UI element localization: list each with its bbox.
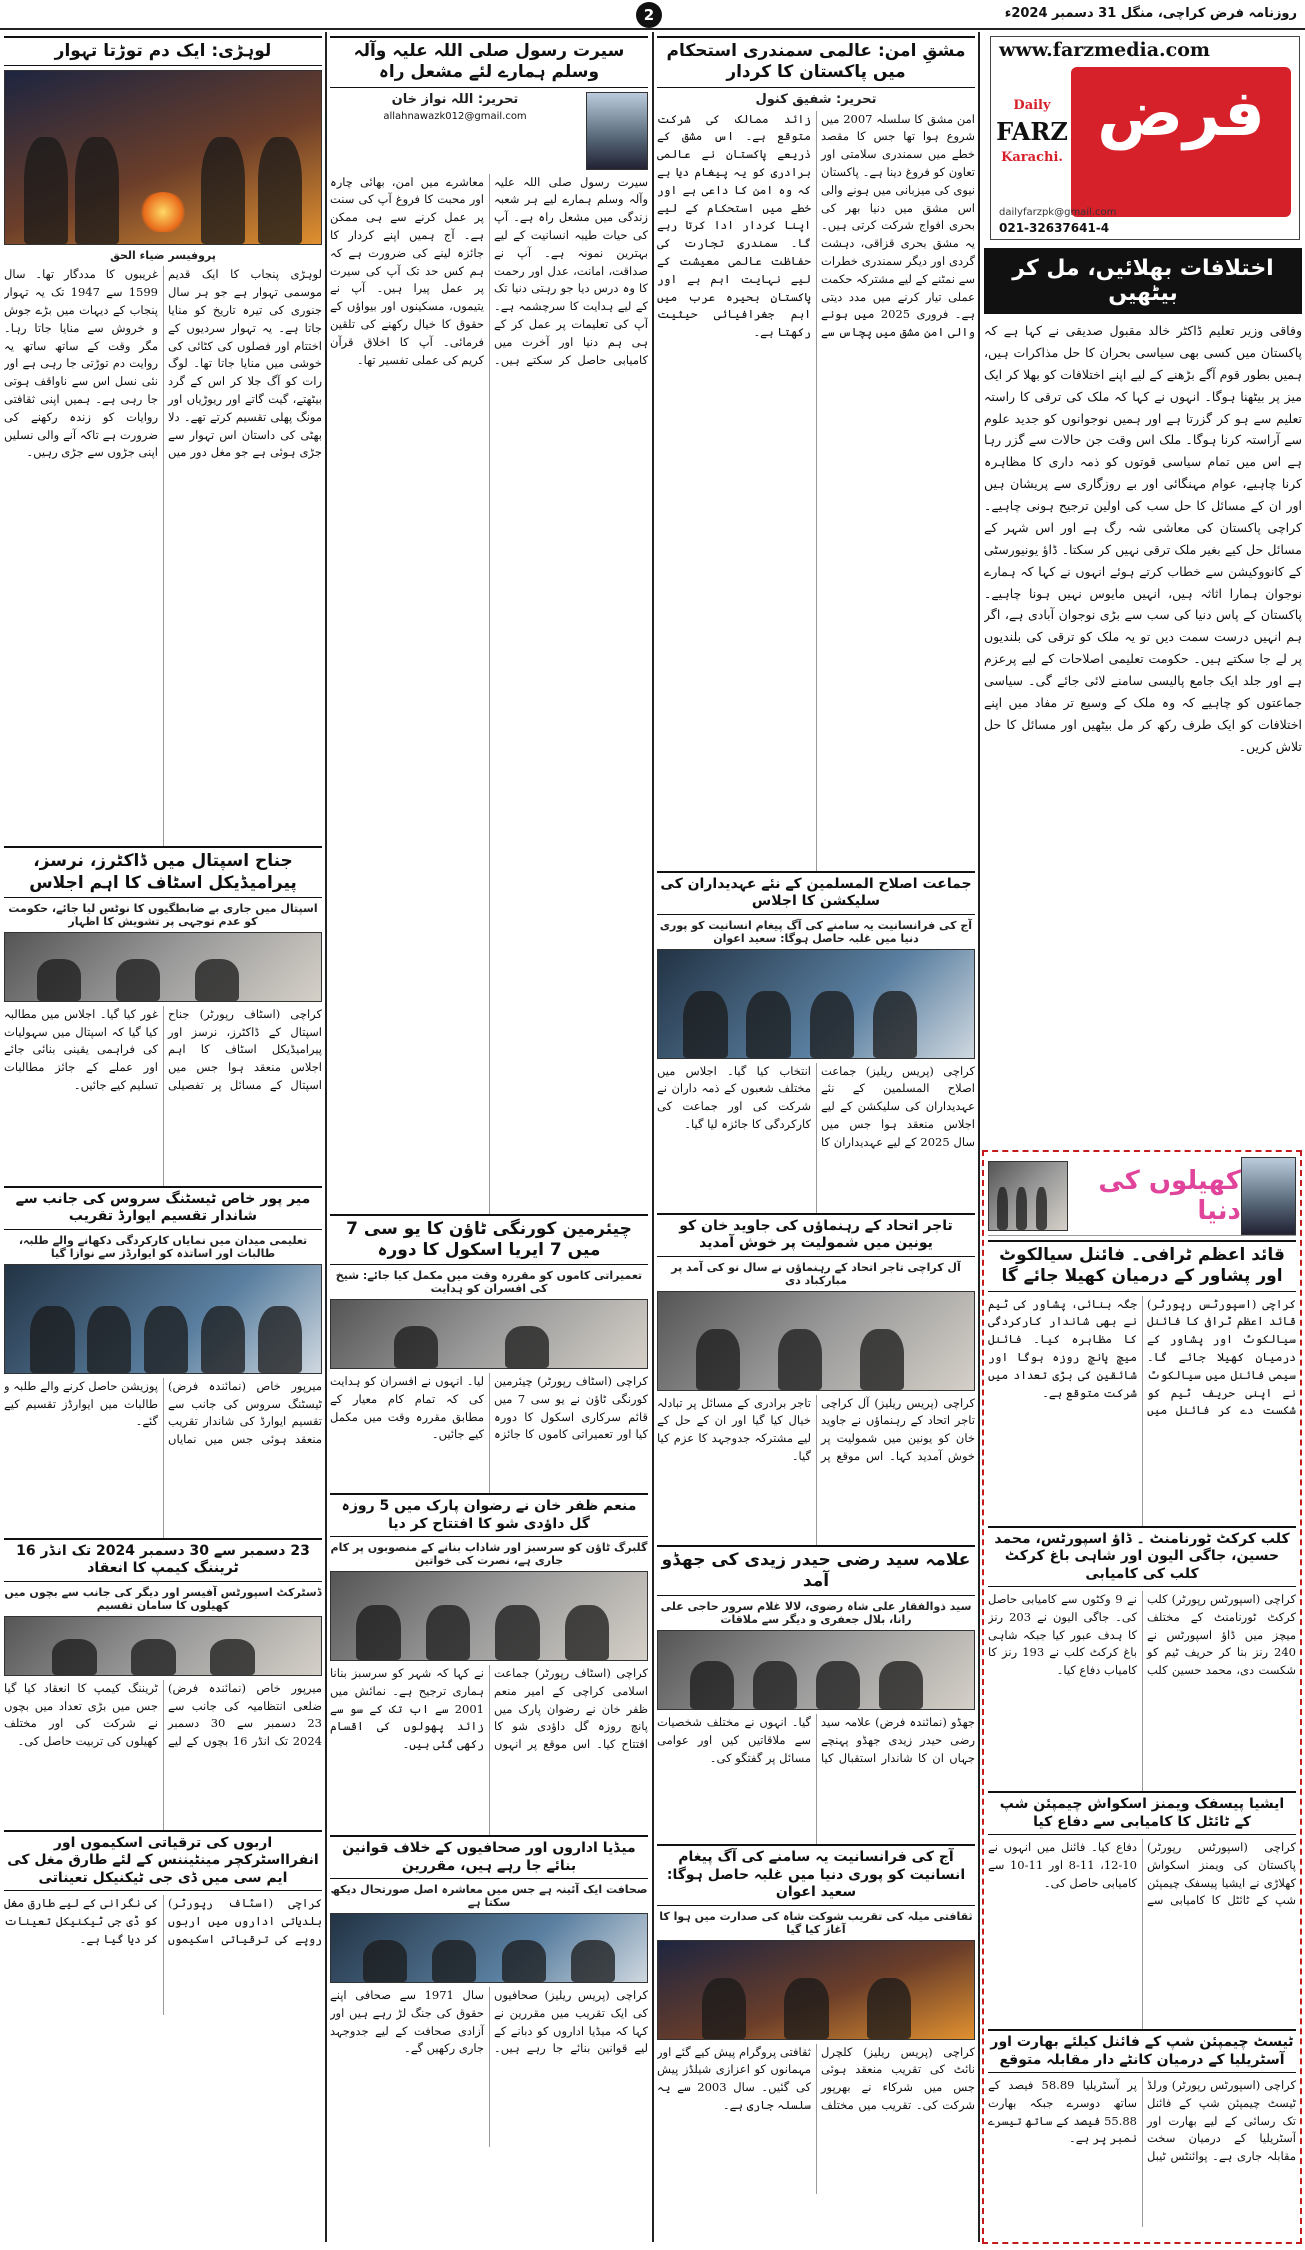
sports-story3-body: کراچی (اسپورٹس رپورٹر) پاکستان کی ویمنز اسکواش کھلاڑی نے ایشیا پیسفک چیمپئن شپ کے ٹائٹل کا کامیابی سے دفاع کیا۔ فائنل میں انہوں نے 10-12، 11-8 اور 11-10 سے کامیابی حاصل کی۔ [988,1840,1296,1908]
article-body: کراچی (پریس ریلیز) آل کراچی تاجر اتحاد کے رہنماؤں نے جاوید خان کو یونین میں شمولیت پر خوش آمدید کہا۔ اس موقع پر تاجر برادری کے مسائل پر تبادلہ خیال کیا گیا اور ان کے حل کے لیے مشترکہ جدوجہد کا عزم کیا گیا۔ [657,1395,975,1463]
article-body: کراچی (پریس ریلیز) جماعت اصلاح المسلمین کے نئے عہدیداران کی سلیکشن کے لیے اجلاس منعقد ہوا جس میں سال 2025 کے لیے عہدیداران کا انتخاب کیا گیا۔ اجلاس میں مختلف شعبوں کے ذمہ داران نے شرکت کی اور جماعت کی کارکردگی کا جائزہ لیا گیا۔ [657,1063,975,1149]
article-headline: مشقِ امن: عالمی سمندری استحکام میں پاکستان کا کردار [657,36,975,88]
news-photo [657,949,975,1059]
article-subheadline: گلبرگ ٹاؤن کو سرسبز اور شاداب بنانے کے منصوبوں پر کام جاری ہے، نصرت کی خواتین [330,1541,648,1567]
article-subheadline: صحافت ایک آئینہ ہے جس میں معاشرہ اصل صورتحال دیکھ سکتا ہے [330,1883,648,1909]
newspaper-logo [990,36,1300,240]
news-photo [330,1299,648,1369]
article-subheadline: تعمیراتی کاموں کو مقررہ وقت میں مکمل کیا جائے: شیخ کی افسران کو ہدایت [335,1269,643,1295]
logo-phone: 021-32637641-4 [999,221,1110,235]
sports-content [988,1156,1296,2238]
article-subheadline: آج کی فرانسانیت یہ سامنے کی آگ پیغام انسانیت کو پوری دنیا میں غلبہ حاصل ہوگا: سعید اعوان [659,918,973,945]
article-subheadline: ڈسٹرکٹ اسپورٹس آفیسر اور دیگر کی جانب سے بچوں میں کھیلوں کا سامان تقسیم [4,1585,322,1612]
masthead-line: روزنامہ فرض کراچی، منگل 31 دسمبر 2024ء [1004,6,1297,21]
editorial [984,248,1302,1148]
news-photo [657,1940,975,2040]
sports-header [988,1156,1296,1236]
news-photo [4,932,322,1002]
article-headline: 23 دسمبر سے 30 دسمبر 2024 تک انڈر 16 ٹریننگ کیمپ کا انعقاد [4,1538,322,1582]
byline-row [330,92,648,170]
article-body: لوہڑی پنجاب کا ایک قدیم موسمی تہوار ہے جو ہر سال جنوری کی تیرہ تاریخ کو منایا جاتا ہے۔ یہ تہوار سردیوں کے اختتام اور فصلوں کی کٹائی کی خوشی میں منایا جاتا تھا۔ لوگ رات کو آگ جلا کر اس کے گرد بیٹھتے، گیت گاتے اور ریوڑیاں اور مونگ پھلی تقسیم کرتے تھے۔ دلا بھٹی کی داستان اس تہوار سے جڑی ہوئی ہے جو مغل دور میں غریبوں کا مددگار تھا۔ سال 1599 سے 1947 تک یہ تہوار پنجاب کے دیہات میں بڑے جوش و خروش سے منایا جاتا رہا۔ مگر وقت کے ساتھ ساتھ یہ روایت دم توڑتی جا رہی ہے اور نئی نسل اس سے ناواقف ہوتی جا رہی ہے۔ ہمیں اپنی ثقافتی روایات کو زندہ رکھنے کی ضرورت ہے تاکہ آنے والی نسلیں اپنی جڑوں سے جڑی رہیں۔ [4,267,322,460]
article-byline: پروفیسر ضیاء الحق [110,249,216,263]
logo-email: dailyfarzpk@gmail.com [999,207,1117,218]
article-body: جھڈو (نمائندہ فرض) علامہ سید رضی حیدر زیدی جھڈو پہنچے جہاں ان کا شاندار استقبال کیا گیا۔ انہوں نے مختلف شخصیات سے ملاقاتیں کیں اور عوامی مسائل پر گفتگو کی۔ [657,1715,975,1765]
article-byline: تحریر: اللہ نواز خان [391,91,519,107]
news-photo [330,1571,648,1661]
column-rule [325,32,327,2242]
article-byline: تحریر: شفیق کنول [755,91,877,107]
column-1 [4,36,322,2242]
column-2 [330,36,648,2242]
news-photo [657,1630,975,1710]
editorial-headline: اختلافات بھلائیں، مل کر بیٹھیں [984,248,1302,314]
article-headline: آج کی فرانسانیت یہ سامنے کی آگ پیغام انسانیت کو پوری دنیا میں غلبہ حاصل ہوگا: سعید اعوان [657,1844,975,1906]
column-3 [657,36,975,2242]
column-rule [978,32,980,2242]
article-headline: میڈیا اداروں اور صحافیوں کے خلاف قوانین بنائے جا رہے ہیں، مقررین [330,1835,648,1879]
article-subheadline: اسپتال میں جاری بے ضابطگیوں کا نوٹس لیا جائے، حکومت کو عدم توجہی پر تشویش کا اظہار [8,901,318,928]
article-headline: سیرت رسول صلی اللہ علیہ وآلہ وسلم ہمارے لئے مشعل راہ [330,36,648,88]
article-body: میرپور خاص (نمائندہ فرض) ٹیسٹنگ سروس کی جانب سے تقسیم ایوارڈ کی شاندار تقریب منعقد ہوئی جس میں نمایاں پوزیشن حاصل کرنے والے طلبہ و طالبات میں ایوارڈز تقسیم کیے گئے۔ [4,1378,322,1447]
logo-urdu-name: فرض [1097,77,1265,151]
sports-story4-headline: ٹیسٹ چیمپئن شپ کے فائنل کیلئے بھارت اور آسٹریلیا کے درمیان کانٹے دار مقابلہ متوقع [988,2029,1296,2073]
sports-story2-headline: کلب کرکٹ ٹورنامنٹ ۔ ڈاؤ اسپورٹس، محمد حسین، جاگی الیون اور شاہی باغ کرکٹ کلب کی کامیابی [988,1526,1296,1588]
logo-url: www.farzmedia.com [999,39,1211,61]
page-number: 2 [636,2,662,28]
article-body: کراچی (پریس ریلیز) کلچرل نائٹ کی تقریب منعقد ہوئی جس میں شرکاء نے بھرپور شرکت کی۔ تقریب میں مختلف ثقافتی پروگرام پیش کیے گئے اور مہمانوں کو اعزازی شیلڈز پیش کی گئیں۔ سال 2003 سے یہ سلسلہ جاری ہے۔ [657,2044,975,2112]
article-headline: جناح اسپتال میں ڈاکٹرز، نرسز، پیرامیڈیکل اسٹاف کا اہم اجلاس [4,846,322,898]
article-body: کراچی (اسٹاف رپورٹر) چیئرمین کورنگی ٹاؤن نے یو سی 7 میں قائم سرکاری اسکول کا دورہ کیا اور تعمیراتی کاموں کا جائزہ لیا۔ انہوں نے افسران کو ہدایت کی کہ تمام کام معیار کے مطابق مقررہ وقت میں مکمل کیے جائیں۔ [330,1374,648,1442]
article-headline: منعم ظفر خان نے رضوان پارک میں 5 روزہ گل داؤدی شو کا افتتاح کر دیا [330,1493,648,1537]
sports-story2-body: کراچی (اسپورٹس رپورٹر) کلب کرکٹ ٹورنامنٹ کے مختلف میچز میں ڈاؤ اسپورٹس نے 240 رنز بنا کر حریف ٹیم کو شکست دی، محمد حسین کلب نے 9 وکٹوں سے کامیابی حاصل کی۔ جاگی الیون نے 203 رنز کا ہدف عبور کیا جبکہ شاہی باغ کرکٹ کلب نے 193 رنز کا کامیاب دفاع کیا۔ [988,1592,1296,1678]
sports-team-photo [988,1161,1068,1231]
sports-story3-headline: ایشیا پیسفک ویمنز اسکواش چیمپئن شپ کے ٹائٹل کا کامیابی سے دفاع کیا [988,1791,1296,1835]
author-email: allahnawazk012@gmail.com [383,110,527,122]
article-headline: علامہ سید رضی حیدر زیدی کی جھڈو آمد [657,1545,975,1597]
columnist-photo [1241,1157,1296,1235]
editorial-body: وفاقی وزیر تعلیم ڈاکٹر خالد مقبول صدیقی نے کہا ہے کہ پاکستان میں کسی بھی سیاسی بحران کا حل مذاکرات ہیں، ہمیں بطور قوم آگے بڑھنے کے لیے اپنے اختلافات کو بھلا کر ایک میز پر بیٹھنا ہوگا۔ انہوں نے کہا کہ ملک کی ترقی کا راستہ تعلیم سے ہو کر گزرتا ہے اور ہمیں نوجوانوں کو جدید علوم سے آراستہ کرنا ہوگا۔ ملک اس وقت جن حالات سے گزر رہا ہے اس میں تمام سیاسی قوتوں کو ذمہ داری کا مظاہرہ کرنا چاہیے، عوام مہنگائی اور بے روزگاری سے پریشان ہیں اور ان کے مسائل کا حل سب کی اولین ترجیح ہونی چاہیے۔ کراچی پاکستان کی معاشی شہ رگ ہے اور اس شہر کے مسائل حل کیے بغیر ملک ترقی نہیں کر سکتا۔ ڈاؤ یونیورسٹی کے کانووکیشن سے خطاب کرتے ہوئے انہوں نے کہا کہ ہمارے نوجوان ہمارا اثاثہ ہیں، انہیں مایوس نہیں ہونا چاہیے۔ پاکستان کے پاس دنیا کی سب سے بڑی نوجوان آبادی ہے، اگر ہم انہیں درست سمت دیں تو یہ ملک کو ترقی کی بلندیوں پر لے جا سکتے ہیں۔ حکومت تعلیمی اصلاحات کے لیے پرعزم ہے اور جلد ایک جامع پالیسی سامنے لائی جائے گی۔ سیاسی جماعتوں کو چاہیے کہ وہ ملک کے وسیع تر مفاد میں اپنے اختلافات کو ایک طرف رکھ کر مل بیٹھیں اور مسائل کا حل تلاش کریں۔ [984,323,1302,754]
article-headline: جماعت اصلاح المسلمین کے نئے عہدیداران کی سلیکشن کا اجلاس [657,871,975,915]
article-headline: چیئرمین کورنگی ٹاؤن کا یو سی 7 میں 7 ایریا اسکول کا دورہ [330,1214,648,1266]
article-body: کراچی (اسٹاف رپورٹر) جناح اسپتال کے ڈاکٹرز، نرسز اور پیرامیڈیکل اسٹاف کا اہم اجلاس منعقد ہوا جس میں اسپتال کے مسائل پر تفصیلی غور کیا گیا۔ اجلاس میں مطالبہ کیا گیا کہ اسپتال میں سہولیات کی فراہمی یقینی بنائی جائے اور عملے کے جائز مطالبات تسلیم کیے جائیں۔ [4,1006,322,1092]
author-photo [586,92,648,170]
article-body: کراچی (اسٹاف رپورٹر) جماعت اسلامی کراچی کے امیر منعم ظفر خان نے رضوان پارک میں پانچ روزہ گل داؤدی شو کا افتتاح کیا۔ اس موقع پر انہوں نے کہا کہ شہر کو سرسبز بنانا ہماری ترجیح ہے۔ نمائش میں 2001 سے اب تک کے سو سے زائد پھولوں کی اقسام رکھی گئی ہیں۔ [330,1666,648,1752]
article-body: کراچی (پریس ریلیز) صحافیوں کی ایک تقریب میں مقررین نے کہا کہ میڈیا اداروں کو دبانے کے لیے قوانین بنائے جا رہے ہیں۔ سال 1971 سے صحافی اپنے حقوق کی جنگ لڑ رہے ہیں اور آزادی صحافت کے لیے جدوجہد جاری رکھیں گے۔ [330,1988,648,2056]
article-body: امن مشق کا سلسلہ 2007 میں شروع ہوا تھا جس کا مقصد خطے میں سمندری سلامتی اور تعاون کو فروغ دینا ہے۔ پاکستان نیوی کی میزبانی میں ہونے والی اس مشق میں دنیا بھر کی بحری افواج شرکت کرتی ہیں۔ یہ مشق بحری قزاقی، دہشت گردی اور دیگر سمندری خطرات سے نمٹنے کے لیے مشترکہ حکمت عملی تیار کرنے میں مدد دیتی ہے۔ فروری 2025 میں ہونے والی امن مشق میں پچاس سے زائد ممالک کی شرکت متوقع ہے۔ اس مشق کے ذریعے پاکستان نے عالمی برادری کو یہ پیغام دیا ہے کہ وہ امن کا داعی ہے اور خطے میں استحکام کے لیے اپنا کردار ادا کرتا رہے گا۔ سمندری تجارت کی حفاظت عالمی معیشت کے لیے نہایت اہم ہے اور پاکستان بحیرہ عرب میں اہم جغرافیائی حیثیت رکھتا ہے۔ [657,111,975,340]
article-subheadline: آل کراچی تاجر اتحاد کے رہنماؤں نے سال نو کی آمد پر مبارکباد دی [671,1260,961,1287]
article-body: کراچی (اسٹاف رپورٹر) بلدیاتی اداروں میں اربوں روپے کی ترقیاتی اسکیموں کی نگرانی کے لیے طارق مغل کو ڈی جی ٹیکنیکل تعینات کر دیا گیا ہے۔ [4,1896,322,1946]
news-photo [4,1264,322,1374]
article-headline: لوہڑی: ایک دم توڑتا تہوار [4,36,322,66]
sports-section-label: کھیلوں کی دنیا [1098,1165,1241,1226]
article-subheadline: ثقافتی میلہ کی تقریب شوکت شاہ کی صدارت میں ہوا کا آغاز کیا گیا [659,1909,973,1936]
article-headline: تاجر اتحاد کے رہنماؤں کی جاوید خان کو یونین میں شمولیت پر خوش آمدید [657,1213,975,1257]
news-photo [4,1616,322,1676]
article-headline: اربوں کی ترقیاتی اسکیموں اور انفرااسٹرکچر مینٹیننس کے لئے طارق مغل کی ایم سی میں ڈی جی ٹیکنیکل تعیناتی [4,1830,322,1892]
sports-story4-body: کراچی (اسپورٹس رپورٹر) ورلڈ ٹیسٹ چیمپئن شپ کے فائنل تک رسائی کے لیے بھارت اور آسٹریلیا کے درمیان سخت مقابلہ جاری ہے۔ پوائنٹس ٹیبل پر آسٹریلیا 58.89 فیصد کے ساتھ دوسرے جبکہ بھارت 55.88 فیصد کے ساتھ تیسرے نمبر پر ہے۔ [988,2078,1296,2164]
sports-story1-body: کراچی (اسپورٹس رپورٹر) قائد اعظم ٹرافی کا فائنل سیالکوٹ اور پشاور کے درمیان کھیلا جائے گا۔ سیمی فائنل میں سیالکوٹ نے اپنی حریف ٹیم کو شکست دے کر فائنل میں جگہ بنائی، پشاور کی ٹیم نے بھی شاندار کارکردگی کا مظاہرہ کیا۔ فائنل میچ پانچ روزہ ہوگا اور شائقین کی بڑی تعداد میں شرکت متوقع ہے۔ [988,1296,1296,1418]
column-rule [652,32,654,2242]
article-body: سیرت رسول صلی اللہ علیہ وآلہ وسلم ہمارے لیے ہر شعبہ زندگی میں مشعل راہ ہے۔ آپ کی حیات طیبہ انسانیت کے لیے بہترین نمونہ ہے۔ آپ نے صداقت، امانت، عدل اور رحمت کا وہ درس دیا جو رہتی دنیا تک کے لیے ہدایت کا سرچشمہ ہے۔ آپ کی تعلیمات پر عمل کر کے ہی ہم دنیا اور آخرت میں کامیابی حاصل کر سکتے ہیں۔ معاشرے میں امن، بھائی چارہ اور محبت کا فروغ آپ کی سنت پر عمل کرنے سے ہی ممکن ہے۔ آج ہمیں اپنے کردار کا جائزہ لینے کی ضرورت ہے کہ ہم کس حد تک آپ کی سیرت پر عمل پیرا ہیں۔ آپ نے یتیموں، مسکینوں اور بیواؤں کے حقوق کا خیال رکھنے کی تلقین فرمائی۔ آپ کا اخلاق قرآن کریم کی عملی تفسیر تھا۔ [330,174,648,367]
sports-story1-headline: قائد اعظم ٹرافی۔ فائنل سیالکوٹ اور پشاور کے درمیان کھیلا جائے گا [988,1240,1296,1292]
article-headline: میر پور خاص ٹیسٹنگ سروس کی جانب سے شاندار تقسیم ایوارڈ تقریب [4,1186,322,1230]
news-photo [330,1913,648,1983]
festival-illustration [4,70,322,245]
news-photo [657,1291,975,1391]
article-subheadline: تعلیمی میدان میں نمایاں کارکردگی دکھانے والے طلبہ، طالبات اور اساتذہ کو ایوارڈز سے نوازا گیا [18,1233,308,1260]
article-body: میرپور خاص (نمائندہ فرض) ضلعی انتظامیہ کی جانب سے 23 دسمبر سے 30 دسمبر 2024 تک انڈر 16 بچوں کے لیے ٹریننگ کیمپ کا انعقاد کیا گیا جس میں بڑی تعداد میں بچوں نے شرکت کی اور مختلف کھیلوں کی تربیت حاصل کی۔ [4,1680,322,1749]
logo-english: Daily FARZ Karachi. [996,98,1068,165]
article-subheadline: سید ذوالفقار علی شاہ رضوی، لالا غلام سرور حاجی علی رانا، بلال جعفری و دیگر سے ملاقات [660,1600,972,1626]
